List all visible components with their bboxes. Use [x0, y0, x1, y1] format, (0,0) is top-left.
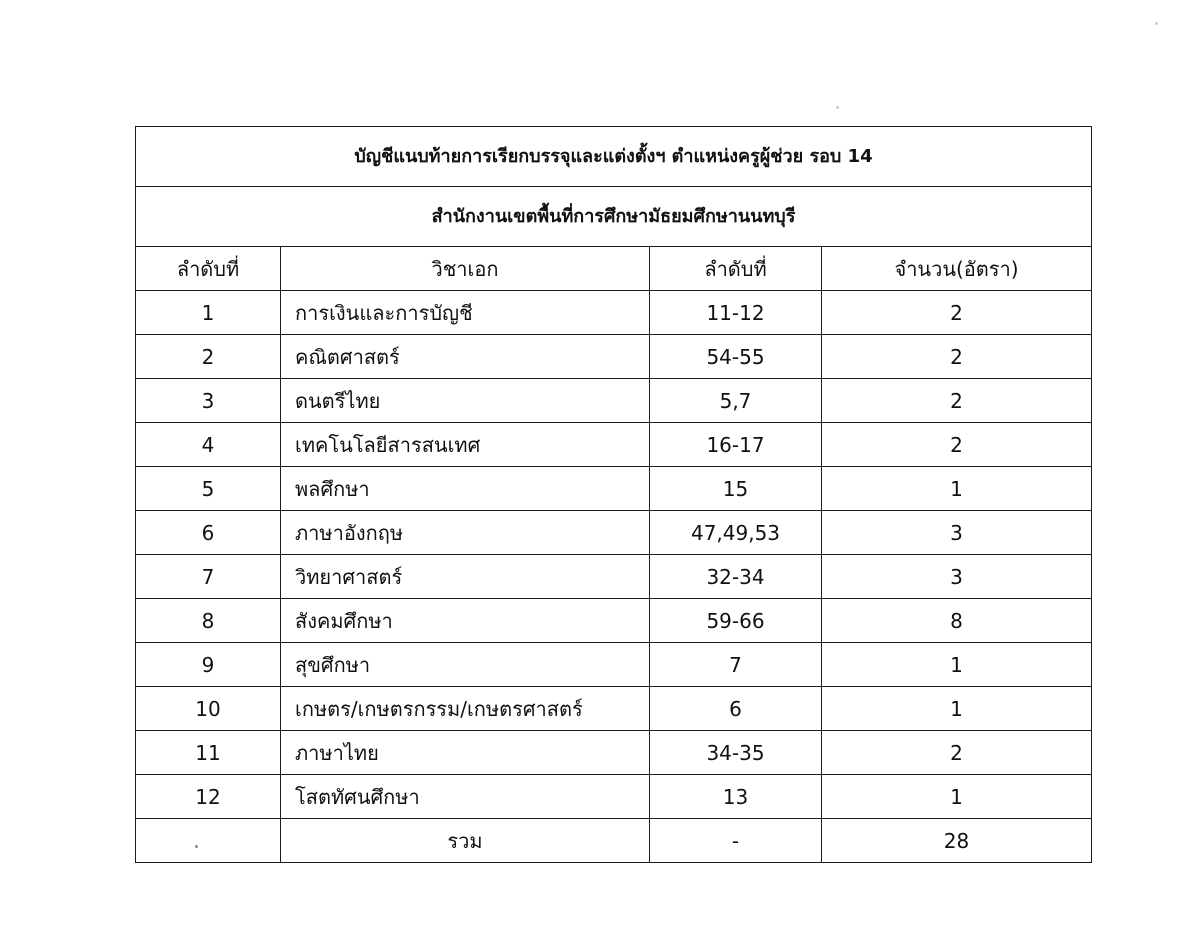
table-row	[136, 335, 1092, 379]
total-row	[136, 819, 1092, 863]
table-row	[136, 599, 1092, 643]
cell-order: 11	[136, 731, 281, 775]
cell-subject: ดนตรีไทย	[281, 379, 650, 423]
cell-subject: สังคมศึกษา	[281, 599, 650, 643]
cell-count: 2	[822, 335, 1092, 379]
cell-count: 1	[822, 775, 1092, 819]
office-row	[136, 187, 1092, 247]
cell-rank: 34-35	[650, 731, 822, 775]
cell-count: 1	[822, 687, 1092, 731]
cell-order: 7	[136, 555, 281, 599]
cell-count: 2	[822, 291, 1092, 335]
scan-speck	[1155, 22, 1158, 25]
header-subject: วิชาเอก	[281, 247, 650, 291]
cell-subject: สุขศึกษา	[281, 643, 650, 687]
cell-order: 9	[136, 643, 281, 687]
cell-subject: การเงินและการบัญชี	[281, 291, 650, 335]
scan-speck	[836, 106, 839, 109]
cell-order: 5	[136, 467, 281, 511]
header-rank: ลำดับที่	[650, 247, 822, 291]
cell-order: 10	[136, 687, 281, 731]
table-row	[136, 511, 1092, 555]
header-count: จำนวน(อัตรา)	[822, 247, 1092, 291]
cell-rank: 32-34	[650, 555, 822, 599]
cell-order: 6	[136, 511, 281, 555]
cell-rank: 47,49,53	[650, 511, 822, 555]
cell-rank: 54-55	[650, 335, 822, 379]
total-count: 28	[822, 819, 1092, 863]
cell-order: 3	[136, 379, 281, 423]
cell-rank: 5,7	[650, 379, 822, 423]
cell-subject: เกษตร/เกษตรกรรม/เกษตรศาสตร์	[281, 687, 650, 731]
cell-order: 8	[136, 599, 281, 643]
total-order-cell	[136, 819, 281, 863]
cell-subject: เทคโนโลยีสารสนเทศ	[281, 423, 650, 467]
cell-count: 2	[822, 379, 1092, 423]
cell-count: 2	[822, 731, 1092, 775]
cell-count: 1	[822, 643, 1092, 687]
cell-subject: โสตทัศนศึกษา	[281, 775, 650, 819]
cell-order: 4	[136, 423, 281, 467]
cell-subject: วิทยาศาสตร์	[281, 555, 650, 599]
cell-order: 2	[136, 335, 281, 379]
cell-rank: 15	[650, 467, 822, 511]
cell-count: 3	[822, 511, 1092, 555]
cell-order: 12	[136, 775, 281, 819]
stray-dot	[195, 845, 198, 848]
cell-rank: 7	[650, 643, 822, 687]
total-rank: -	[650, 819, 822, 863]
header-order: ลำดับที่	[136, 247, 281, 291]
cell-count: 3	[822, 555, 1092, 599]
cell-subject: ภาษาไทย	[281, 731, 650, 775]
cell-subject: คณิตศาสตร์	[281, 335, 650, 379]
cell-count: 1	[822, 467, 1092, 511]
table-row	[136, 643, 1092, 687]
cell-rank: 11-12	[650, 291, 822, 335]
cell-count: 2	[822, 423, 1092, 467]
office-name: สำนักงานเขตพื้นที่การศึกษามัธยมศึกษานนทบุรี	[136, 187, 1092, 247]
cell-rank: 16-17	[650, 423, 822, 467]
table-row	[136, 687, 1092, 731]
cell-subject: ภาษาอังกฤษ	[281, 511, 650, 555]
table-row	[136, 423, 1092, 467]
cell-order: 1	[136, 291, 281, 335]
appointment-table	[135, 126, 1092, 863]
cell-rank: 13	[650, 775, 822, 819]
header-row	[136, 247, 1092, 291]
cell-subject: พลศึกษา	[281, 467, 650, 511]
table-row	[136, 291, 1092, 335]
table-row	[136, 775, 1092, 819]
cell-rank: 59-66	[650, 599, 822, 643]
document-title: บัญชีแนบท้ายการเรียกบรรจุและแต่งตั้งฯ ตำแหน่งครูผู้ช่วย รอบ 14	[136, 127, 1092, 187]
table-row	[136, 555, 1092, 599]
table-row	[136, 731, 1092, 775]
cell-rank: 6	[650, 687, 822, 731]
table-row	[136, 379, 1092, 423]
title-row	[136, 127, 1092, 187]
cell-count: 8	[822, 599, 1092, 643]
table-row	[136, 467, 1092, 511]
total-label: รวม	[281, 819, 650, 863]
